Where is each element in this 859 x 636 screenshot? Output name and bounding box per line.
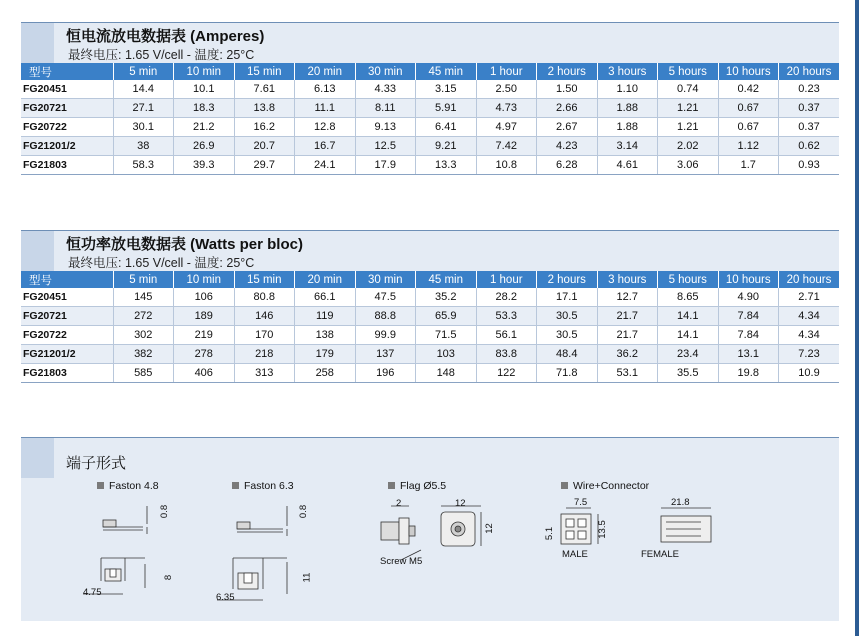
column-header: 2 hours	[537, 63, 598, 80]
value-cell: 24.1	[295, 156, 356, 175]
value-cell: 9.13	[355, 118, 416, 137]
value-cell: 1.21	[658, 118, 719, 137]
value-cell: 30.1	[113, 118, 174, 137]
faston-6-3-thickness: 0.8	[298, 504, 310, 519]
section-title: 恒电流放电数据表 (Amperes)	[66, 28, 265, 45]
value-cell: 7.42	[476, 137, 537, 156]
column-header: 2 hours	[537, 271, 598, 288]
value-cell: 585	[113, 364, 174, 383]
value-cell: 3.15	[416, 80, 477, 99]
value-cell: 0.23	[779, 80, 840, 99]
column-header: 20 min	[295, 63, 356, 80]
column-header: 10 hours	[718, 63, 779, 80]
power-discharge-table	[21, 271, 839, 383]
value-cell: 0.67	[718, 99, 779, 118]
value-cell: 11.1	[295, 99, 356, 118]
value-cell: 146	[234, 307, 295, 326]
value-cell: 4.97	[476, 118, 537, 137]
value-cell: 406	[174, 364, 235, 383]
value-cell: 0.37	[779, 118, 840, 137]
value-cell: 0.93	[779, 156, 840, 175]
model-cell: FG21803	[21, 364, 113, 383]
value-cell: 119	[295, 307, 356, 326]
value-cell: 382	[113, 345, 174, 364]
value-cell: 148	[416, 364, 477, 383]
value-cell: 23.4	[658, 345, 719, 364]
bullet-square-icon	[97, 482, 104, 489]
current-discharge-table	[21, 63, 839, 175]
column-header: 15 min	[234, 271, 295, 288]
faston-4-8-thickness: 0.8	[159, 504, 171, 519]
wire-dim-4: 21.8	[671, 497, 690, 508]
column-header: 1 hour	[476, 271, 537, 288]
value-cell: 29.7	[234, 156, 295, 175]
value-cell: 47.5	[355, 288, 416, 307]
value-cell: 1.12	[718, 137, 779, 156]
value-cell: 12.5	[355, 137, 416, 156]
value-cell: 14.1	[658, 307, 719, 326]
value-cell: 56.1	[476, 326, 537, 345]
table-row	[21, 326, 839, 345]
value-cell: 30.5	[537, 326, 598, 345]
value-cell: 4.23	[537, 137, 598, 156]
column-header: 3 hours	[597, 271, 658, 288]
value-cell: 145	[113, 288, 174, 307]
terminal-types-section	[21, 437, 839, 621]
value-cell: 2.67	[537, 118, 598, 137]
value-cell: 7.84	[718, 326, 779, 345]
value-cell: 6.41	[416, 118, 477, 137]
flag-dim-1: 2	[396, 498, 402, 509]
column-header: 5 hours	[658, 271, 719, 288]
section-header	[21, 230, 839, 271]
female-label: FEMALE	[641, 549, 680, 560]
faston-6-3-width: 6.35	[216, 592, 235, 603]
column-header: 10 min	[174, 63, 235, 80]
value-cell: 4.34	[779, 326, 840, 345]
value-cell: 16.2	[234, 118, 295, 137]
value-cell: 12.8	[295, 118, 356, 137]
value-cell: 10.9	[779, 364, 840, 383]
value-cell: 18.3	[174, 99, 235, 118]
bullet-square-icon	[561, 482, 568, 489]
table-row	[21, 345, 839, 364]
value-cell: 2.50	[476, 80, 537, 99]
value-cell: 1.50	[537, 80, 598, 99]
value-cell: 27.1	[113, 99, 174, 118]
flag-label	[388, 480, 446, 492]
value-cell: 2.02	[658, 137, 719, 156]
value-cell: 106	[174, 288, 235, 307]
value-cell: 28.2	[476, 288, 537, 307]
model-cell: FG21803	[21, 156, 113, 175]
model-cell: FG20451	[21, 80, 113, 99]
value-cell: 218	[234, 345, 295, 364]
column-header: 20 min	[295, 271, 356, 288]
value-cell: 278	[174, 345, 235, 364]
value-cell: 53.3	[476, 307, 537, 326]
value-cell: 3.06	[658, 156, 719, 175]
value-cell: 38	[113, 137, 174, 156]
model-cell: FG20722	[21, 326, 113, 345]
column-header: 20 hours	[779, 271, 840, 288]
column-header: 5 min	[113, 271, 174, 288]
header-tab	[21, 23, 54, 63]
value-cell: 122	[476, 364, 537, 383]
value-cell: 4.34	[779, 307, 840, 326]
value-cell: 5.91	[416, 99, 477, 118]
value-cell: 7.23	[779, 345, 840, 364]
value-cell: 138	[295, 326, 356, 345]
table-row	[21, 156, 839, 175]
value-cell: 19.8	[718, 364, 779, 383]
value-cell: 13.1	[718, 345, 779, 364]
value-cell: 17.1	[537, 288, 598, 307]
model-cell: FG20722	[21, 118, 113, 137]
flag-dim-3: 12	[483, 523, 495, 534]
value-cell: 21.7	[597, 307, 658, 326]
value-cell: 17.9	[355, 156, 416, 175]
bullet-square-icon	[232, 482, 239, 489]
column-header: 5 min	[113, 63, 174, 80]
value-cell: 1.21	[658, 99, 719, 118]
value-cell: 179	[295, 345, 356, 364]
value-cell: 35.2	[416, 288, 477, 307]
value-cell: 9.21	[416, 137, 477, 156]
model-cell: FG20721	[21, 99, 113, 118]
value-cell: 53.1	[597, 364, 658, 383]
value-cell: 7.84	[718, 307, 779, 326]
value-cell: 20.7	[234, 137, 295, 156]
value-cell: 0.74	[658, 80, 719, 99]
value-cell: 1.10	[597, 80, 658, 99]
bullet-square-icon	[388, 482, 395, 489]
section-title: 端子形式	[66, 455, 127, 472]
value-cell: 16.7	[295, 137, 356, 156]
column-header: 45 min	[416, 271, 477, 288]
value-cell: 14.1	[658, 326, 719, 345]
faston-6-3-text: Faston 6.3	[244, 480, 294, 492]
value-cell: 0.37	[779, 99, 840, 118]
faston-4-8-text: Faston 4.8	[109, 480, 159, 492]
value-cell: 6.28	[537, 156, 598, 175]
column-header: 3 hours	[597, 63, 658, 80]
value-cell: 99.9	[355, 326, 416, 345]
column-header-model: 型号	[21, 63, 113, 80]
section-header	[21, 22, 839, 63]
value-cell: 4.73	[476, 99, 537, 118]
value-cell: 1.88	[597, 99, 658, 118]
value-cell: 10.1	[174, 80, 235, 99]
table-row	[21, 288, 839, 307]
value-cell: 0.67	[718, 118, 779, 137]
wire-connector-label	[561, 480, 649, 492]
value-cell: 196	[355, 364, 416, 383]
value-cell: 65.9	[416, 307, 477, 326]
value-cell: 1.88	[597, 118, 658, 137]
table-row	[21, 364, 839, 383]
faston-4-8-width: 4.75	[83, 587, 102, 598]
value-cell: 58.3	[113, 156, 174, 175]
value-cell: 30.5	[537, 307, 598, 326]
model-cell: FG21201/2	[21, 345, 113, 364]
value-cell: 66.1	[295, 288, 356, 307]
value-cell: 36.2	[597, 345, 658, 364]
value-cell: 0.62	[779, 137, 840, 156]
faston-6-3-label	[232, 480, 294, 492]
table-row	[21, 99, 839, 118]
value-cell: 2.71	[779, 288, 840, 307]
column-header: 30 min	[355, 271, 416, 288]
value-cell: 3.14	[597, 137, 658, 156]
value-cell: 80.8	[234, 288, 295, 307]
wire-dim-1: 7.5	[574, 497, 588, 508]
faston-6-3-height: 11	[301, 572, 313, 583]
value-cell: 8.11	[355, 99, 416, 118]
flag-dim-2: 12	[455, 498, 466, 509]
value-cell: 14.4	[113, 80, 174, 99]
value-cell: 13.3	[416, 156, 477, 175]
power-discharge-section	[21, 230, 839, 383]
column-header: 5 hours	[658, 63, 719, 80]
table-row	[21, 137, 839, 156]
value-cell: 71.5	[416, 326, 477, 345]
value-cell: 21.2	[174, 118, 235, 137]
value-cell: 21.7	[597, 326, 658, 345]
current-discharge-section	[21, 22, 839, 175]
value-cell: 0.42	[718, 80, 779, 99]
value-cell: 12.7	[597, 288, 658, 307]
value-cell: 83.8	[476, 345, 537, 364]
section-subtitle: 最终电压: 1.65 V/cell - 温度: 25°C	[68, 256, 255, 270]
value-cell: 35.5	[658, 364, 719, 383]
value-cell: 39.3	[174, 156, 235, 175]
value-cell: 302	[113, 326, 174, 345]
value-cell: 13.8	[234, 99, 295, 118]
value-cell: 4.90	[718, 288, 779, 307]
value-cell: 313	[234, 364, 295, 383]
wire-dim-3: 13.5	[596, 520, 608, 539]
value-cell: 170	[234, 326, 295, 345]
column-header: 1 hour	[476, 63, 537, 80]
column-header-model: 型号	[21, 271, 113, 288]
value-cell: 88.8	[355, 307, 416, 326]
header-tab	[21, 231, 54, 271]
table-row	[21, 307, 839, 326]
flag-screw: Screw M5	[380, 556, 423, 567]
value-cell: 137	[355, 345, 416, 364]
column-header: 30 min	[355, 63, 416, 80]
faston-4-8-height: 8	[163, 574, 175, 581]
wire-connector-text: Wire+Connector	[573, 480, 650, 492]
column-header: 10 min	[174, 271, 235, 288]
value-cell: 10.8	[476, 156, 537, 175]
table-row	[21, 118, 839, 137]
model-cell: FG20451	[21, 288, 113, 307]
value-cell: 26.9	[174, 137, 235, 156]
value-cell: 8.65	[658, 288, 719, 307]
faston-4-8-label	[97, 480, 159, 492]
male-label: MALE	[562, 549, 588, 560]
column-header: 10 hours	[718, 271, 779, 288]
value-cell: 1.7	[718, 156, 779, 175]
value-cell: 2.66	[537, 99, 598, 118]
value-cell: 71.8	[537, 364, 598, 383]
value-cell: 258	[295, 364, 356, 383]
value-cell: 189	[174, 307, 235, 326]
wire-dim-2: 5.1	[544, 526, 556, 541]
value-cell: 4.61	[597, 156, 658, 175]
column-header: 20 hours	[779, 63, 840, 80]
model-cell: FG20721	[21, 307, 113, 326]
value-cell: 6.13	[295, 80, 356, 99]
value-cell: 7.61	[234, 80, 295, 99]
table-row	[21, 80, 839, 99]
value-cell: 272	[113, 307, 174, 326]
right-edge-bar	[855, 0, 859, 636]
column-header: 15 min	[234, 63, 295, 80]
value-cell: 4.33	[355, 80, 416, 99]
column-header: 45 min	[416, 63, 477, 80]
flag-text: Flag Ø5.5	[400, 480, 447, 492]
value-cell: 48.4	[537, 345, 598, 364]
model-cell: FG21201/2	[21, 137, 113, 156]
value-cell: 219	[174, 326, 235, 345]
value-cell: 103	[416, 345, 477, 364]
section-title: 恒功率放电数据表 (Watts per bloc)	[66, 236, 303, 253]
header-tab	[21, 438, 54, 478]
section-subtitle: 最终电压: 1.65 V/cell - 温度: 25°C	[68, 48, 255, 62]
